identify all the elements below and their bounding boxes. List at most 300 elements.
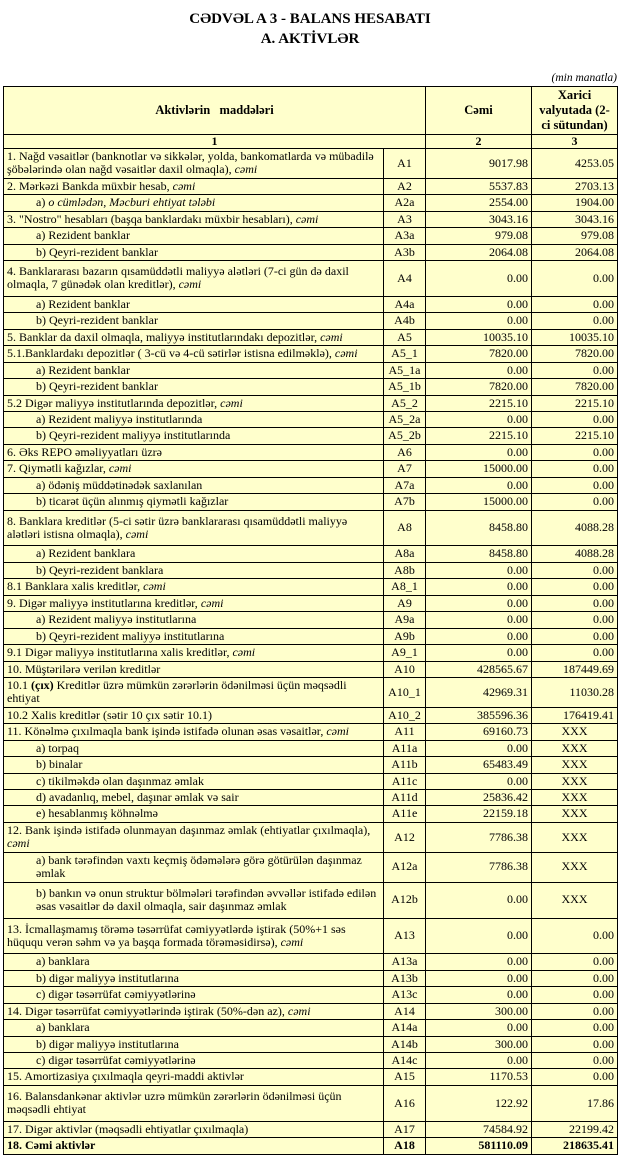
table-row <box>4 313 618 329</box>
row-total-value: 0.00 <box>426 1053 532 1069</box>
row-total-value: 428565.67 <box>426 661 532 677</box>
row-label-segment: 5.1.Banklardakı depozitlər ( 3-cü və 4-cü sətirlər istisna edilməklə), <box>7 346 335 361</box>
row-code: A7 <box>384 461 426 477</box>
row-label-segment: 5. Banklar da daxil olmaqla, maliyyə institutlarındakı depozitlər, <box>7 329 321 344</box>
row-total-value[interactable]: 1170.53 <box>426 1069 532 1085</box>
row-total-value: 0.00 <box>426 477 532 493</box>
row-total-value: 2215.10 <box>426 395 532 411</box>
row-foreign-value[interactable]: 1904.00 <box>532 195 618 211</box>
row-label <box>4 428 384 444</box>
row-foreign-value: 17.86 <box>532 1085 618 1121</box>
row-foreign-value: XXX <box>532 740 618 756</box>
row-total-value: 0.00 <box>426 954 532 970</box>
row-label-segment: b) Qeyri-rezident banklar <box>36 379 158 394</box>
table-row <box>4 773 618 789</box>
row-code: A5 <box>384 329 426 345</box>
row-total-value: 0.00 <box>426 296 532 312</box>
row-total-value[interactable]: 22159.18 <box>426 806 532 822</box>
row-label <box>4 244 384 260</box>
row-label-segment: b) ticarət üçün alınmış qiymətli kağızlar <box>36 494 229 509</box>
row-label-segment: 12. Bank işində istifadə olunmayan daşınmaz əmlak (ehtiyatlar çıxılmaqla), <box>7 822 371 837</box>
row-label <box>4 790 384 806</box>
row-total-value[interactable]: 0.00 <box>426 740 532 756</box>
row-code: A17 <box>384 1121 426 1137</box>
row-code: A5_1 <box>384 346 426 362</box>
row-foreign-value: 0.00 <box>532 1053 618 1069</box>
row-label-segment: 2. Mərkəzi Bankda müxbir hesab, <box>7 178 173 193</box>
row-label-segment: b) binalar <box>36 757 83 772</box>
row-label-segment: b) digər maliyyə institutlarına <box>36 1036 179 1051</box>
row-label-segment: b) Qeyri-rezident maliyyə institutlarına <box>36 628 225 643</box>
row-label <box>4 362 384 378</box>
table-row <box>4 1020 618 1036</box>
row-foreign-value: XXX <box>532 852 618 882</box>
row-label <box>4 562 384 578</box>
row-label <box>4 707 384 723</box>
row-code: A11b <box>384 757 426 773</box>
row-total-value[interactable]: 5537.83 <box>426 178 532 194</box>
row-label <box>4 329 384 345</box>
row-foreign-value: 0.00 <box>532 1036 618 1052</box>
row-total-value: 0.00 <box>426 362 532 378</box>
row-foreign-value: XXX <box>532 724 618 740</box>
row-label <box>4 296 384 312</box>
row-code: A14 <box>384 1003 426 1019</box>
row-total-value[interactable]: 74584.92 <box>426 1121 532 1137</box>
header-row <box>4 86 618 134</box>
row-label-segment: cəmi <box>234 162 258 177</box>
row-label-segment: c) tikilməkdə olan daşınmaz əmlak <box>36 773 204 788</box>
row-label-segment: cəmi <box>295 211 319 226</box>
row-label-segment: b) Qeyri-rezident maliyyə institutlarında <box>36 428 231 443</box>
row-total-value: 7786.38 <box>426 822 532 852</box>
row-total-value: 581110.09 <box>426 1138 532 1154</box>
table-row <box>4 261 618 297</box>
row-code: A3b <box>384 244 426 260</box>
row-foreign-value: 0.00 <box>532 494 618 510</box>
row-total-value: 2215.10 <box>426 428 532 444</box>
row-label-segment: 1. Nağd vəsaitlər (banknotlar və sikkələr, yolda, bankomatlarda və mübadilə şöbələrində olan nağd vəsaitlər daxil olmaqla), <box>7 148 374 177</box>
row-label-segment: c) digər təsərrüfat cəmiyyətlərinə <box>36 1053 196 1067</box>
row-foreign-value: 176419.41 <box>532 707 618 723</box>
table-row <box>4 707 618 723</box>
row-code: A5_2b <box>384 428 426 444</box>
row-label-segment: cəmi <box>200 595 224 610</box>
row-total-value: 8458.80 <box>426 510 532 546</box>
row-total-value: 300.00 <box>426 1003 532 1019</box>
table-row <box>4 296 618 312</box>
row-label-segment: Kreditlər üzrə mümkün zərərlərin ödənilməsi üçün məqsədli ehtiyat <box>7 677 347 706</box>
row-code: A9 <box>384 595 426 611</box>
row-code: A13 <box>384 918 426 954</box>
row-foreign-value: 0.00 <box>532 313 618 329</box>
row-foreign-value: 0.00 <box>532 970 618 986</box>
row-code: A4 <box>384 261 426 297</box>
row-total-value: 122.92 <box>426 1085 532 1121</box>
table-row <box>4 677 618 707</box>
row-label <box>4 822 384 852</box>
row-foreign-value: 7820.00 <box>532 379 618 395</box>
table-row <box>4 790 618 806</box>
row-foreign-value: XXX <box>532 806 618 822</box>
row-code: A5_2a <box>384 411 426 427</box>
row-label-segment: a) bank tərəfindən vaxtı keçmiş ödəmələrə görə götürülən daşınmaz əmlak <box>36 852 362 881</box>
header-items-label: Aktivlərin maddələri <box>4 86 426 134</box>
row-foreign-value[interactable]: 22199.42 <box>532 1121 618 1137</box>
row-label <box>4 477 384 493</box>
table-row <box>4 494 618 510</box>
row-code: A14c <box>384 1053 426 1069</box>
table-row <box>4 211 618 227</box>
row-total-value: 42969.31 <box>426 677 532 707</box>
row-label-segment: cəmi <box>178 277 202 292</box>
table-row <box>4 595 618 611</box>
row-foreign-value: 3043.16 <box>532 211 618 227</box>
row-label-segment: a) Rezident banklar <box>36 296 130 311</box>
row-label <box>4 228 384 244</box>
row-label-segment: cəmi <box>172 178 196 193</box>
row-label <box>4 954 384 970</box>
row-code: A14a <box>384 1020 426 1036</box>
row-label <box>4 1121 384 1137</box>
row-label-segment: 5.2 Digər maliyyə institutlarında depozitlər, <box>7 395 221 410</box>
row-code: A11c <box>384 773 426 789</box>
row-label-segment: 18. Cəmi aktivlər <box>7 1138 96 1153</box>
row-code: A11e <box>384 806 426 822</box>
row-label <box>4 1020 384 1036</box>
row-label-segment: 16. Balansdankənar aktivlər uzrə mümkün zərərlərin ödənilməsi üçün məqsədli ehtiyat <box>7 1088 342 1117</box>
row-label-segment: (çıx) <box>31 677 54 692</box>
row-total-value: 3043.16 <box>426 211 532 227</box>
row-label-segment: b) bankın və onun struktur bölmələri tərəfindən əvvəllər istifadə edilən əsas vəsaitlər də daxil olmaqla, sair daşınmaz əmlak <box>36 885 377 914</box>
row-foreign-value[interactable]: 2703.13 <box>532 178 618 194</box>
row-label-segment: b) Qeyri-rezident banklara <box>36 562 164 577</box>
table-row <box>4 645 618 661</box>
row-label-segment: a) Rezident banklara <box>36 546 136 561</box>
row-code: A5_1b <box>384 379 426 395</box>
row-code: A15 <box>384 1069 426 1085</box>
row-foreign-value[interactable]: 4253.05 <box>532 148 618 178</box>
row-label-segment: cəmi <box>108 461 132 476</box>
row-code: A3a <box>384 228 426 244</box>
row-label-segment: a) torpaq <box>36 740 79 755</box>
row-label-segment: 11. Könəlmə çıxılmaqla bank işində istifadə olunan əsas vəsaitlər, <box>7 724 327 739</box>
row-label <box>4 806 384 822</box>
row-label-segment: cəmi <box>287 1003 311 1018</box>
row-foreign-value: 11030.28 <box>532 677 618 707</box>
row-foreign-value: 0.00 <box>532 645 618 661</box>
row-foreign-value: XXX <box>532 790 618 806</box>
row-total-value[interactable]: 0.00 <box>426 773 532 789</box>
row-label-segment: 8. Banklara kreditlər (5-ci sətir üzrə banklararası qısamüddətli maliyyə alətləri istisna olmaqla), <box>7 513 348 541</box>
row-label <box>4 494 384 510</box>
row-label-segment: 13. İcmallaşmamış törəmə təsərrüfat cəmiyyətlərdə iştirak (50%+1 səs hüququ verən səhm və ya başqa formada törəməsidirsə), <box>7 921 346 949</box>
row-label <box>4 1036 384 1052</box>
row-foreign-value: 2215.10 <box>532 428 618 444</box>
row-code: A12b <box>384 882 426 918</box>
row-label <box>4 313 384 329</box>
table-row <box>4 148 618 178</box>
row-foreign-value: 2215.10 <box>532 395 618 411</box>
row-code: A9a <box>384 612 426 628</box>
row-label-segment: e) hesablanmış köhnəlmə <box>36 806 158 821</box>
report-title-line1: CƏDVƏL A 3 - BALANS HESABATI <box>189 11 431 27</box>
row-label-segment: 3. "Nostro" hesabları (başqa banklardakı müxbir hesabları), <box>7 211 296 226</box>
row-code: A14b <box>384 1036 426 1052</box>
row-code: A10_1 <box>384 677 426 707</box>
row-total-value: 0.00 <box>426 313 532 329</box>
row-total-value: 0.00 <box>426 562 532 578</box>
column-number-row <box>4 134 618 148</box>
row-label <box>4 882 384 918</box>
row-total-value: 300.00 <box>426 1036 532 1052</box>
table-row <box>4 822 618 852</box>
table-row <box>4 628 618 644</box>
table-row <box>4 882 618 918</box>
row-code: A5_1a <box>384 362 426 378</box>
row-total-value: 69160.73 <box>426 724 532 740</box>
table-row <box>4 428 618 444</box>
report-title-line2: A. AKTİVLƏR <box>260 31 360 48</box>
row-total-value: 10035.10 <box>426 329 532 345</box>
table-row <box>4 562 618 578</box>
table-row <box>4 1053 618 1069</box>
row-foreign-value: 0.00 <box>532 261 618 297</box>
row-label-segment: cəmi <box>320 329 343 344</box>
row-label <box>4 987 384 1003</box>
table-row <box>4 346 618 362</box>
row-label <box>4 595 384 611</box>
row-foreign-value: 0.00 <box>532 562 618 578</box>
row-label-segment: d) avadanlıq, mebel, daşınar əmlak və sair <box>36 790 239 804</box>
row-foreign-value: 0.00 <box>532 612 618 628</box>
row-total-value: 0.00 <box>426 261 532 297</box>
row-code: A2a <box>384 195 426 211</box>
row-label <box>4 411 384 427</box>
table-row <box>4 362 618 378</box>
row-label-segment: cəmi <box>220 395 243 410</box>
row-total-value: 979.08 <box>426 228 532 244</box>
column-number-2: 2 <box>426 134 532 148</box>
row-label-segment: a) banklara <box>36 954 90 969</box>
table-row <box>4 724 618 740</box>
row-total-value: 0.00 <box>426 579 532 595</box>
row-label-segment: b) Qeyri-rezident banklar <box>36 313 158 328</box>
table-row <box>4 852 618 882</box>
row-label <box>4 546 384 562</box>
row-code: A9_1 <box>384 645 426 661</box>
header-foreign-label: Xarici valyutada (2-ci sütundan) <box>532 86 618 134</box>
row-code: A8a <box>384 546 426 562</box>
row-label <box>4 579 384 595</box>
row-foreign-value: 10035.10 <box>532 329 618 345</box>
row-total-value[interactable]: 25836.42 <box>426 790 532 806</box>
row-foreign-value: 218635.41 <box>532 1138 618 1154</box>
row-label-segment: 10. Müştərilərə verilən kreditlər <box>7 661 161 676</box>
row-label <box>4 379 384 395</box>
row-total-value[interactable]: 2554.00 <box>426 195 532 211</box>
row-foreign-value: 0.00 <box>532 1020 618 1036</box>
row-foreign-value: 0.00 <box>532 461 618 477</box>
row-label-segment: cəmi <box>280 934 304 949</box>
row-code: A1 <box>384 148 426 178</box>
row-foreign-value[interactable]: 0.00 <box>532 1069 618 1085</box>
table-row <box>4 244 618 260</box>
row-total-value: 0.00 <box>426 918 532 954</box>
row-foreign-value: 0.00 <box>532 954 618 970</box>
table-row <box>4 395 618 411</box>
row-label <box>4 261 384 297</box>
row-code: A11 <box>384 724 426 740</box>
table-row <box>4 954 618 970</box>
row-total-value: 0.00 <box>426 645 532 661</box>
row-code: A13a <box>384 954 426 970</box>
row-label-segment: b) Qeyri-rezident banklar <box>36 244 158 259</box>
table-row <box>4 411 618 427</box>
row-label-segment: cəmi <box>326 724 349 739</box>
row-code: A11d <box>384 790 426 806</box>
row-code: A16 <box>384 1085 426 1121</box>
row-foreign-value: XXX <box>532 773 618 789</box>
table-row <box>4 579 618 595</box>
row-foreign-value: 0.00 <box>532 362 618 378</box>
table-row <box>4 510 618 546</box>
row-foreign-value: 0.00 <box>532 444 618 460</box>
row-total-value: 7820.00 <box>426 346 532 362</box>
row-code: A2 <box>384 178 426 194</box>
row-total-value: 0.00 <box>426 411 532 427</box>
row-code: A10 <box>384 661 426 677</box>
row-label-segment: a) banklara <box>36 1020 90 1035</box>
row-label-segment: cəmi <box>7 836 30 851</box>
row-label-segment: 9. Digər maliyyə institutlarına kreditlər, <box>7 595 201 610</box>
row-code: A7a <box>384 477 426 493</box>
table-row <box>4 461 618 477</box>
row-label <box>4 918 384 954</box>
row-label-segment: 17. Digər aktivlər (məqsədli ehtiyatlar çıxılmaqla) <box>7 1121 249 1136</box>
row-foreign-value: 0.00 <box>532 1003 618 1019</box>
row-label <box>4 612 384 628</box>
row-code: A18 <box>384 1138 426 1154</box>
row-code: A4a <box>384 296 426 312</box>
row-total-value[interactable]: 65483.49 <box>426 757 532 773</box>
row-foreign-value: 2064.08 <box>532 244 618 260</box>
row-code: A3 <box>384 211 426 227</box>
table-row <box>4 477 618 493</box>
row-label <box>4 757 384 773</box>
row-label-segment: cəmi <box>232 645 256 660</box>
table-row <box>4 740 618 756</box>
row-label <box>4 461 384 477</box>
row-total-value: 0.00 <box>426 1020 532 1036</box>
row-total-value: 15000.00 <box>426 461 532 477</box>
table-row <box>4 612 618 628</box>
row-label <box>4 740 384 756</box>
row-foreign-value: 187449.69 <box>532 661 618 677</box>
row-label-segment: 8.1 Banklara xalis kreditlər, <box>7 579 144 594</box>
row-label <box>4 970 384 986</box>
row-code: A11a <box>384 740 426 756</box>
row-code: A8_1 <box>384 579 426 595</box>
row-total-value: 0.00 <box>426 612 532 628</box>
row-label <box>4 645 384 661</box>
row-label-segment: c) digər təsərrüfat cəmiyyətlərinə <box>36 987 196 1002</box>
row-label <box>4 1138 384 1154</box>
row-label-segment: 10.2 Xalis kreditlər (sətir 10 çıx sətir 10.1) <box>7 707 212 722</box>
table-row <box>4 1121 618 1137</box>
row-foreign-value: 0.00 <box>532 918 618 954</box>
units-note: (min manatla) <box>551 71 617 84</box>
table-row <box>4 918 618 954</box>
row-total-value: 0.00 <box>426 882 532 918</box>
row-label-segment: 4. Banklararası bazarın qısamüddətli maliyyə alətləri (7-ci gün də daxil olmaqla, 7 günədək olan kreditlər), <box>7 264 349 292</box>
row-label <box>4 148 384 178</box>
row-total-value: 0.00 <box>426 628 532 644</box>
row-code: A9b <box>384 628 426 644</box>
table-row <box>4 1069 618 1085</box>
row-label-segment: b) digər maliyyə institutlarına <box>36 970 179 985</box>
row-label <box>4 444 384 460</box>
column-number-1: 1 <box>4 134 426 148</box>
row-foreign-value: 0.00 <box>532 411 618 427</box>
row-total-value: 8458.80 <box>426 546 532 562</box>
row-label <box>4 1069 384 1085</box>
row-total-value: 15000.00 <box>426 494 532 510</box>
row-label <box>4 1003 384 1019</box>
report-title <box>0 0 620 50</box>
row-label-segment: cəmi <box>334 346 358 361</box>
row-label-segment: 7. Qiymətli kağızlar, <box>7 461 109 476</box>
row-total-value[interactable]: 9017.98 <box>426 148 532 178</box>
row-label <box>4 211 384 227</box>
row-foreign-value: 4088.28 <box>532 546 618 562</box>
table-row <box>4 970 618 986</box>
table-row <box>4 228 618 244</box>
row-label <box>4 178 384 194</box>
row-code: A5_2 <box>384 395 426 411</box>
row-total-value: 0.00 <box>426 595 532 611</box>
row-foreign-value: 0.00 <box>532 987 618 1003</box>
row-code: A4b <box>384 313 426 329</box>
row-foreign-value: XXX <box>532 757 618 773</box>
row-total-value: 0.00 <box>426 444 532 460</box>
row-total-value: 0.00 <box>426 970 532 986</box>
row-label-segment: 14. Digər təsərrüfat cəmiyyətlərində iştirak (50%-dən az), <box>7 1003 288 1018</box>
row-label-segment: a) Rezident maliyyə institutlarında <box>36 411 203 426</box>
header-total-label: Cəmi <box>426 86 532 134</box>
table-row <box>4 1003 618 1019</box>
row-label <box>4 661 384 677</box>
row-foreign-value: 0.00 <box>532 296 618 312</box>
row-code: A12 <box>384 822 426 852</box>
table-row <box>4 546 618 562</box>
row-label-segment: 9.1 Digər maliyyə institutlarına xalis kreditlər, <box>7 645 233 660</box>
row-label-segment: a) ödəniş müddətinədək saxlanılan <box>36 477 203 492</box>
row-total-value: 7786.38 <box>426 852 532 882</box>
row-label-segment: cəmi <box>125 527 149 541</box>
table-row <box>4 379 618 395</box>
row-label <box>4 510 384 546</box>
assets-table <box>3 86 618 1155</box>
row-label <box>4 1085 384 1121</box>
row-label-segment: cəmi <box>143 579 166 594</box>
row-label-segment: a) Rezident banklar <box>36 228 130 243</box>
row-foreign-value: XXX <box>532 882 618 918</box>
table-row <box>4 1036 618 1052</box>
row-foreign-value: 0.00 <box>532 579 618 595</box>
table-row <box>4 806 618 822</box>
table-row <box>4 444 618 460</box>
